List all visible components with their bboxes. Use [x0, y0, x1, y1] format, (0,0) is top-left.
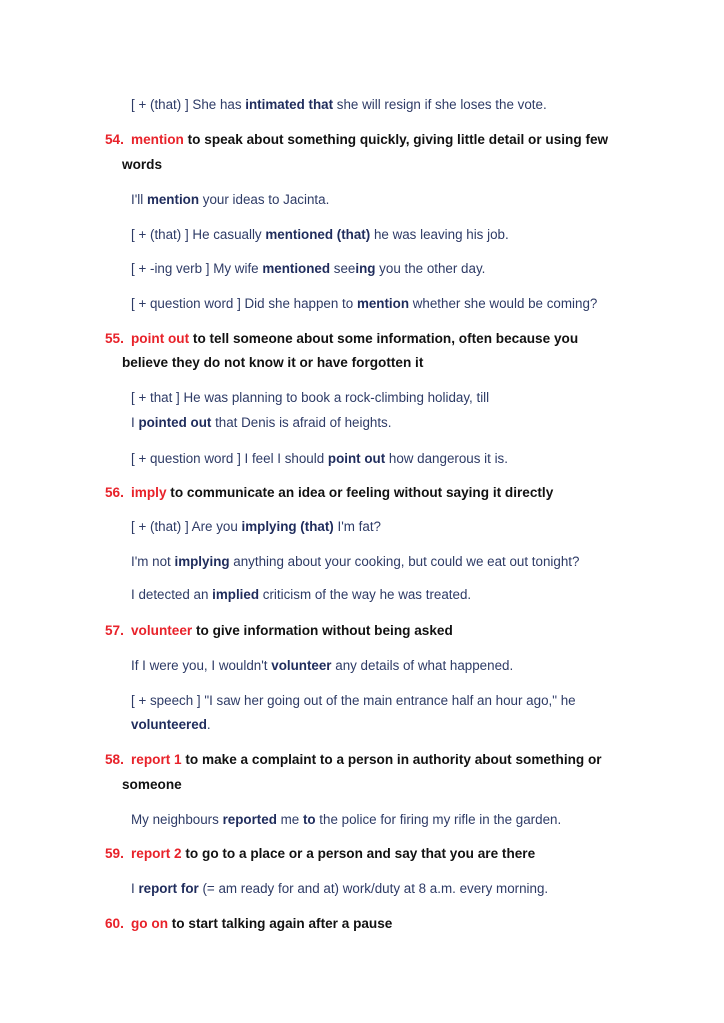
entry-heading-mention: [105, 132, 608, 148]
example-point-out-1b: I pointed out that Denis is afraid of heights.: [131, 415, 392, 430]
entry-definition-cont: someone: [122, 777, 182, 792]
entry-number: 55.: [105, 331, 124, 346]
entry-definition: to go to a place or a person and say that you are there: [185, 846, 536, 861]
example-point-out-1a: [ + that ] He was planning to book a rock-climbing holiday, till: [131, 390, 490, 405]
entry-definition-cont: words: [122, 157, 163, 172]
entry-term: report 2: [131, 846, 182, 861]
example-imply-2: I'm not implying anything about your cooking, but could we eat out tonight?: [131, 554, 580, 569]
example-volunteer-2b: volunteered.: [131, 717, 211, 732]
entry-definition: to give information without being asked: [195, 623, 453, 638]
entry-term: volunteer: [131, 623, 193, 638]
entry-number: 60.: [105, 916, 124, 931]
example-imply-3: I detected an implied criticism of the way he was treated.: [131, 587, 472, 602]
entry-heading-report-1: [105, 752, 602, 768]
entry-definition-cont: believe they do not know it or have forgotten it: [122, 355, 424, 370]
entry-number: 59.: [105, 846, 124, 861]
entry-heading-go-on: [105, 916, 392, 932]
entry-heading-imply: [105, 485, 553, 501]
entry-heading-report-2: [105, 846, 535, 862]
example-intimate: [ + (that) ] She has intimated that she will resign if she loses the vote.: [131, 97, 547, 112]
entry-definition: to make a complaint to a person in authority about something or: [185, 752, 602, 767]
entry-definition: to speak about something quickly, giving little detail or using few: [187, 132, 609, 147]
example-volunteer-1: If I were you, I wouldn't volunteer any details of what happened.: [131, 658, 514, 673]
entry-term: mention: [131, 132, 184, 147]
example-mention-3: [ + -ing verb ] My wife mentioned seeing you the other day.: [131, 261, 486, 276]
entry-heading-volunteer: [105, 623, 453, 639]
example-report-1: My neighbours reported me to the police for firing my rifle in the garden.: [131, 812, 562, 827]
example-imply-1: [ + (that) ] Are you implying (that) I'm fat?: [131, 519, 381, 534]
entry-definition: to tell someone about some information, often because you: [192, 331, 579, 346]
entry-number: 56.: [105, 485, 124, 500]
entry-number: 54.: [105, 132, 124, 147]
entry-definition: to start talking again after a pause: [171, 916, 393, 931]
example-mention-1: I'll mention your ideas to Jacinta.: [131, 192, 330, 207]
example-mention-4: [ + question word ] Did she happen to mention whether she would be coming?: [131, 296, 598, 311]
example-mention-2: [ + (that) ] He casually mentioned (that) he was leaving his job.: [131, 227, 509, 242]
entry-definition: to communicate an idea or feeling without saying it directly: [170, 485, 554, 500]
entry-number: 58.: [105, 752, 124, 767]
example-report-2: I report for (= am ready for and at) work/duty at 8 a.m. every morning.: [131, 881, 549, 896]
entry-term: point out: [131, 331, 190, 346]
entry-number: 57.: [105, 623, 124, 638]
entry-term: go on: [131, 916, 168, 931]
entry-heading-point-out: [105, 331, 578, 347]
example-point-out-2: [ + question word ] I feel I should point out how dangerous it is.: [131, 451, 508, 466]
entry-term: imply: [131, 485, 167, 500]
example-volunteer-2a: [ + speech ] "I saw her going out of the main entrance half an hour ago," he: [131, 693, 576, 708]
entry-term: report 1: [131, 752, 182, 767]
